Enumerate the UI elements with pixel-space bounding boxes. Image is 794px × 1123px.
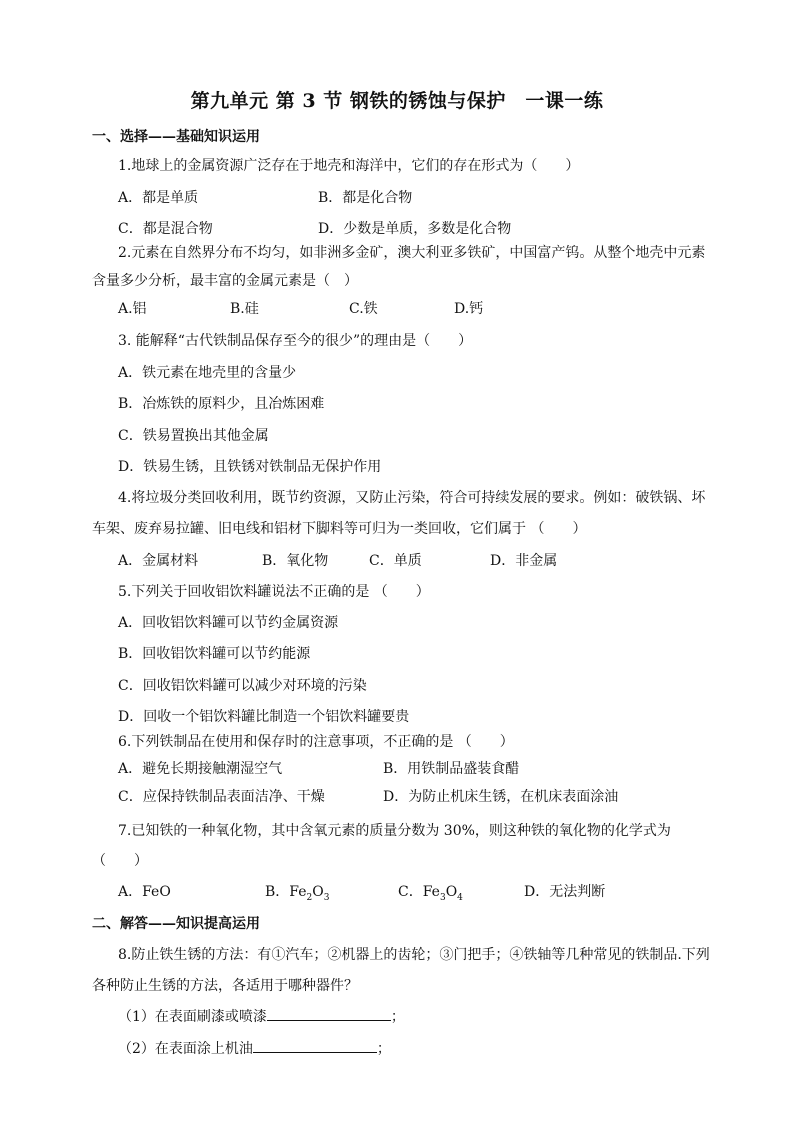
- formula-subscript: 4: [457, 892, 463, 903]
- formula-part: O: [312, 884, 324, 900]
- question-1-stem: 1.地球上的金属资源广泛存在于地壳和海洋中，它们的存在形式为（ ）: [118, 158, 580, 174]
- question-1-option-a: A．都是单质: [118, 190, 199, 206]
- formula-part: C．Fe: [398, 884, 440, 900]
- question-2-stem-line2: 含量多少分析，最丰富的金属元素是（ ）: [92, 273, 358, 289]
- question-2-option-a: A.铝: [118, 301, 147, 317]
- formula-subscript: 3: [439, 892, 446, 903]
- question-7-option-a: A．FeO: [118, 884, 171, 900]
- question-6-option-c: C．应保持铁制品表面洁净、干燥: [118, 789, 325, 805]
- question-7-option-b: [265, 881, 329, 903]
- part-2-label: （2）在表面涂上机油: [118, 1041, 253, 1057]
- question-4-option-d: D．非金属: [490, 553, 558, 569]
- section-heading-2: 二、解答——知识提高运用: [92, 916, 260, 932]
- question-4-option-c: C．单质: [369, 553, 422, 569]
- question-3-stem: 3. 能解释“古代铁制品保存至今的很少”的理由是（ ）: [118, 333, 473, 349]
- formula-part: B．Fe: [265, 884, 307, 900]
- question-3-option-b: B．冶炼铁的原料少，且冶炼困难: [118, 396, 325, 412]
- question-7-option-c: [398, 881, 463, 903]
- question-8-part-2: [118, 1038, 391, 1058]
- question-1-option-d: D．少数是单质，多数是化合物: [318, 221, 512, 237]
- question-7-stem-line2: （ ）: [92, 853, 148, 869]
- question-2-option-c: C.铁: [349, 301, 378, 317]
- question-8-part-1: [118, 1006, 405, 1026]
- page-title: 第九单元 第 3 节 钢铁的锈蚀与保护 一课一练: [190, 90, 604, 112]
- question-8-stem-line2: 各种防止生锈的方法，各适用于哪种器件？: [92, 978, 358, 994]
- formula-part: O: [445, 884, 458, 900]
- question-6-stem: 6.下列铁制品在使用和保存时的注意事项，不正确的是 （ ）: [118, 734, 514, 750]
- question-6-option-a: A．避免长期接触潮湿空气: [118, 761, 283, 777]
- part-1-end: ；: [390, 1009, 405, 1025]
- question-4-option-b: B．氧化物: [262, 553, 329, 569]
- question-3-option-d: D．铁易生锈，且铁锈对铁制品无保护作用: [118, 459, 382, 475]
- question-4-stem-line1: 4.将垃圾分类回收利用，既节约资源，又防止污染，符合可持续发展的要求。例如：破铁锅、坏: [118, 490, 706, 506]
- question-6-option-b: B．用铁制品盛装食醋: [383, 761, 520, 777]
- question-2-option-d: D.钙: [454, 301, 484, 317]
- question-5-stem: 5.下列关于回收铝饮料罐说法不正确的是 （ ）: [118, 584, 430, 600]
- part-2-end: ；: [376, 1041, 391, 1057]
- answer-blank-2[interactable]: [253, 1038, 377, 1053]
- answer-blank-1[interactable]: [267, 1006, 391, 1021]
- question-5-option-b: B．回收铝饮料罐可以节约能源: [118, 646, 311, 662]
- section-heading-1: 一、选择——基础知识运用: [92, 129, 260, 145]
- question-4-option-a: A．金属材料: [118, 553, 199, 569]
- question-7-option-d: D．无法判断: [524, 884, 606, 900]
- question-1-option-b: B．都是化合物: [318, 190, 413, 206]
- formula-subscript: 3: [323, 892, 330, 903]
- question-8-stem-line1: 8.防止铁生锈的方法：有①汽车；②机器上的齿轮；③门把手；④铁轴等几种常见的铁制品.下列: [118, 947, 710, 963]
- question-2-option-b: B.硅: [230, 301, 259, 317]
- formula-subscript: 2: [306, 892, 313, 903]
- question-6-option-d: D．为防止机床生锈，在机床表面涂油: [383, 789, 619, 805]
- question-4-stem-line2: 车架、废弃易拉罐、旧电线和铝材下脚料等可归为一类回收，它们属于 （ ）: [92, 521, 587, 537]
- question-2-stem-line1: 2.元素在自然界分布不均匀，如非洲多金矿，澳大利亚多铁矿，中国富产钨。从整个地壳中元素: [118, 245, 706, 261]
- question-3-option-c: C．铁易置换出其他金属: [118, 428, 269, 444]
- question-5-option-a: A．回收铝饮料罐可以节约金属资源: [118, 615, 339, 631]
- question-5-option-c: C．回收铝饮料罐可以减少对环境的污染: [118, 678, 367, 694]
- question-1-option-c: C．都是混合物: [118, 221, 213, 237]
- question-3-option-a: A．铁元素在地壳里的含量少: [118, 365, 297, 381]
- part-1-label: （1）在表面刷漆或喷漆: [118, 1009, 267, 1025]
- question-5-option-d: D．回收一个铝饮料罐比制造一个铝饮料罐要贵: [118, 709, 410, 725]
- question-7-stem-line1: 7.已知铁的一种氧化物，其中含氧元素的质量分数为 30%，则这种铁的氧化物的化学式为: [118, 823, 671, 839]
